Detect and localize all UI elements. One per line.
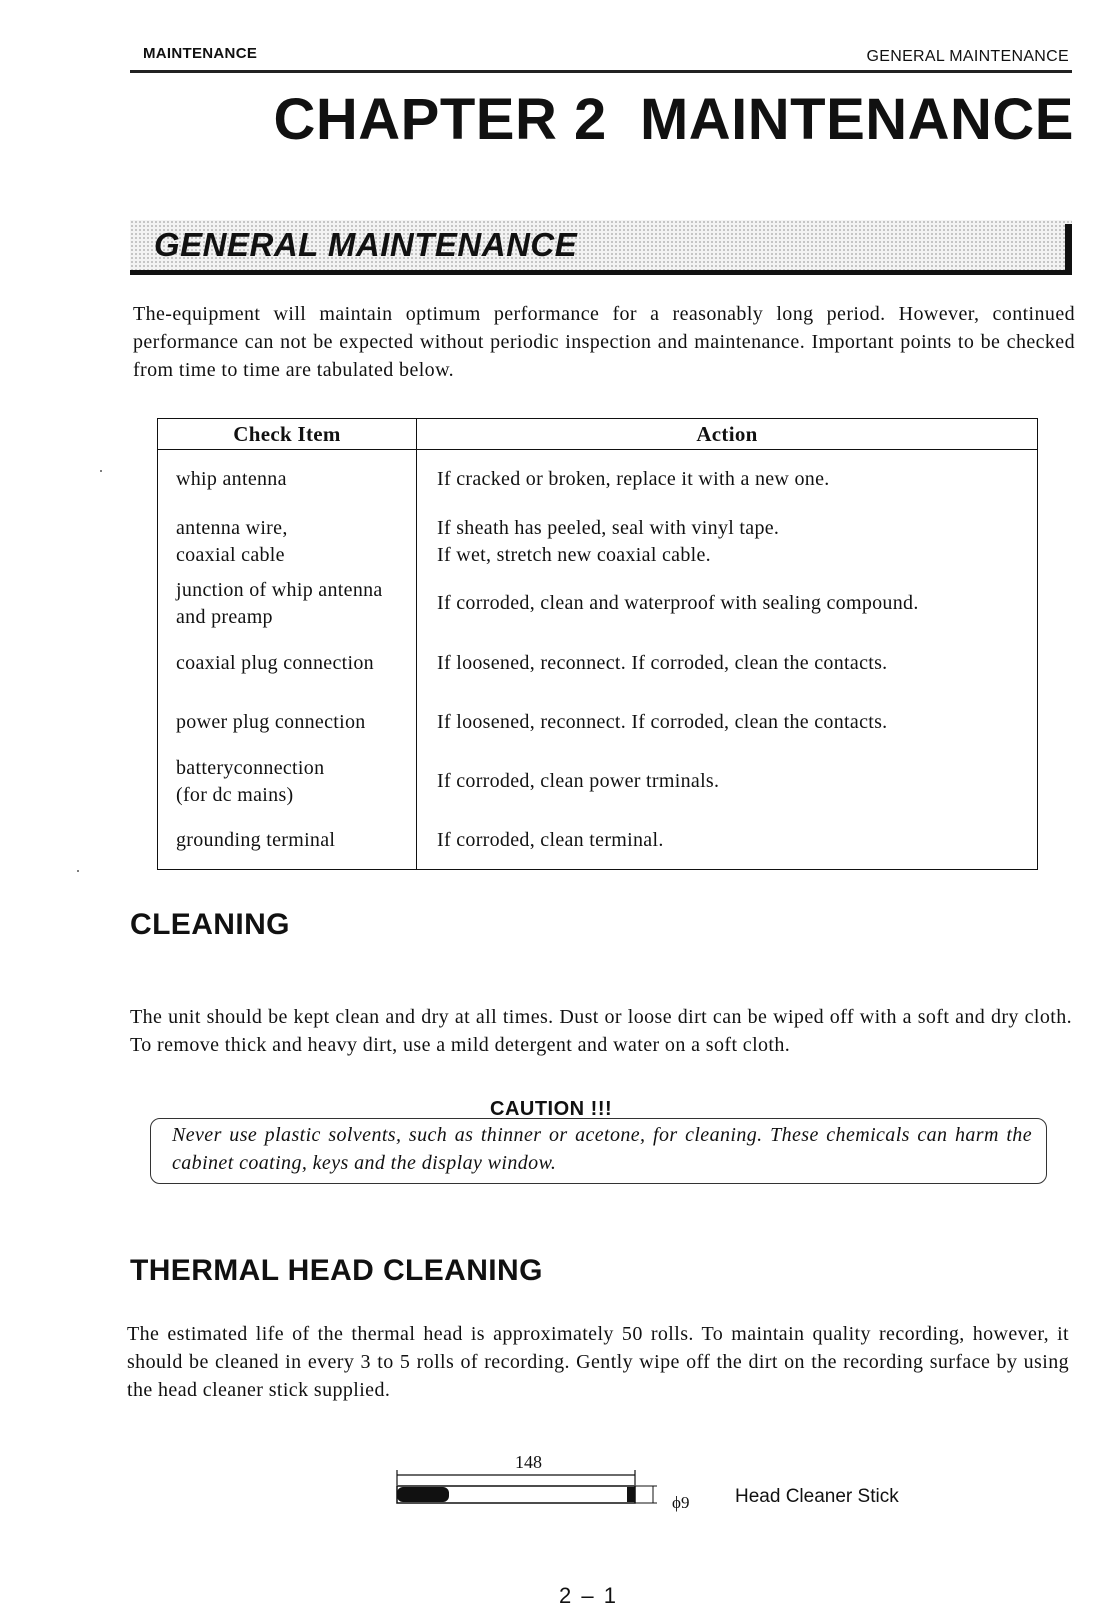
thermal-head-paragraph: The estimated life of the thermal head is approximately 50 rolls. To maintain quality recording, however, it should be cleaned in every 3 to 5 rolls of recording. Gently wipe off the dirt on the recording surface by using the head cleaner stick supplied. [127, 1323, 1069, 1401]
page-number: 2 – 1 [559, 1583, 618, 1608]
col-header-check-item: Check Item [158, 419, 417, 450]
stick-tip [397, 1487, 449, 1502]
cleaning-paragraph: The unit should be kept clean and dry at all times. Dust or loose dirt can be wiped off with a soft and dry cloth. To remove thick and heavy dirt, use a mild detergent and water on a soft cloth. [130, 1006, 1072, 1056]
check-item-cell: batteryconnection (for dc mains) [158, 752, 417, 812]
section-banner [130, 220, 1072, 275]
thermal-head-heading: THERMAL HEAD CLEANING [130, 1254, 543, 1287]
table-row [158, 510, 1038, 574]
table-header-row [158, 419, 1038, 450]
action-cell: If sheath has peeled, seal with vinyl tape. If wet, stretch new coaxial cable. [437, 516, 780, 566]
action-cell: If corroded, clean and waterproof with sealing compound. [437, 592, 919, 615]
table-row [158, 694, 1038, 752]
action-cell: If loosened, reconnect. If corroded, clean the contacts. [437, 711, 888, 734]
check-item-cell: grounding terminal [158, 812, 417, 870]
running-header-left: MAINTENANCE [143, 45, 258, 62]
banner-title: GENERAL MAINTENANCE [154, 226, 578, 263]
check-item-cell: power plug connection [158, 694, 417, 752]
scan-speck [77, 870, 79, 872]
table-row [158, 574, 1038, 634]
action-cell: If cracked or broken, replace it with a new one. [437, 468, 830, 491]
intro-paragraph: The-equipment will maintain optimum performance for a reasonably long period. However, continued performance can not be expected without periodic inspection and maintenance. Important points to be checked from time to time are tabulated below. [133, 303, 1075, 381]
check-item-cell: antenna wire, coaxial cable [158, 510, 417, 574]
action-cell: If corroded, clean power trminals. [437, 770, 720, 793]
table-row [158, 752, 1038, 812]
length-dimension-label: 148 [515, 1452, 542, 1472]
check-item-cell: whip antenna [158, 450, 417, 510]
action-cell: If corroded, clean terminal. [437, 828, 664, 851]
table-row [158, 450, 1038, 510]
banner-end-bar [1065, 224, 1072, 270]
check-table [157, 418, 1038, 870]
caution-text: Never use plastic solvents, such as thinner or acetone, for cleaning. These chemicals can harm the cabinet coating, keys and the display window. [172, 1124, 1032, 1174]
diameter-label: ϕ9 [672, 1493, 690, 1512]
check-item-cell: junction of whip antenna and preamp [158, 574, 417, 634]
table-row [158, 812, 1038, 870]
scan-speck [100, 470, 102, 472]
stick-end [627, 1487, 635, 1502]
col-header-action: Action [417, 419, 1038, 450]
chapter-title: CHAPTER 2 MAINTENANCE [273, 87, 1074, 152]
action-cell: If loosened, reconnect. If corroded, clean the contacts. [437, 652, 888, 675]
header-rule [130, 70, 1072, 73]
cleaning-heading: CLEANING [130, 908, 290, 941]
table-row [158, 634, 1038, 694]
caution-label: CAUTION !!! [490, 1098, 613, 1120]
head-cleaner-stick-caption: Head Cleaner Stick [735, 1486, 899, 1507]
running-header-right: GENERAL MAINTENANCE [866, 48, 1069, 65]
check-item-cell: coaxial plug connection [158, 634, 417, 694]
